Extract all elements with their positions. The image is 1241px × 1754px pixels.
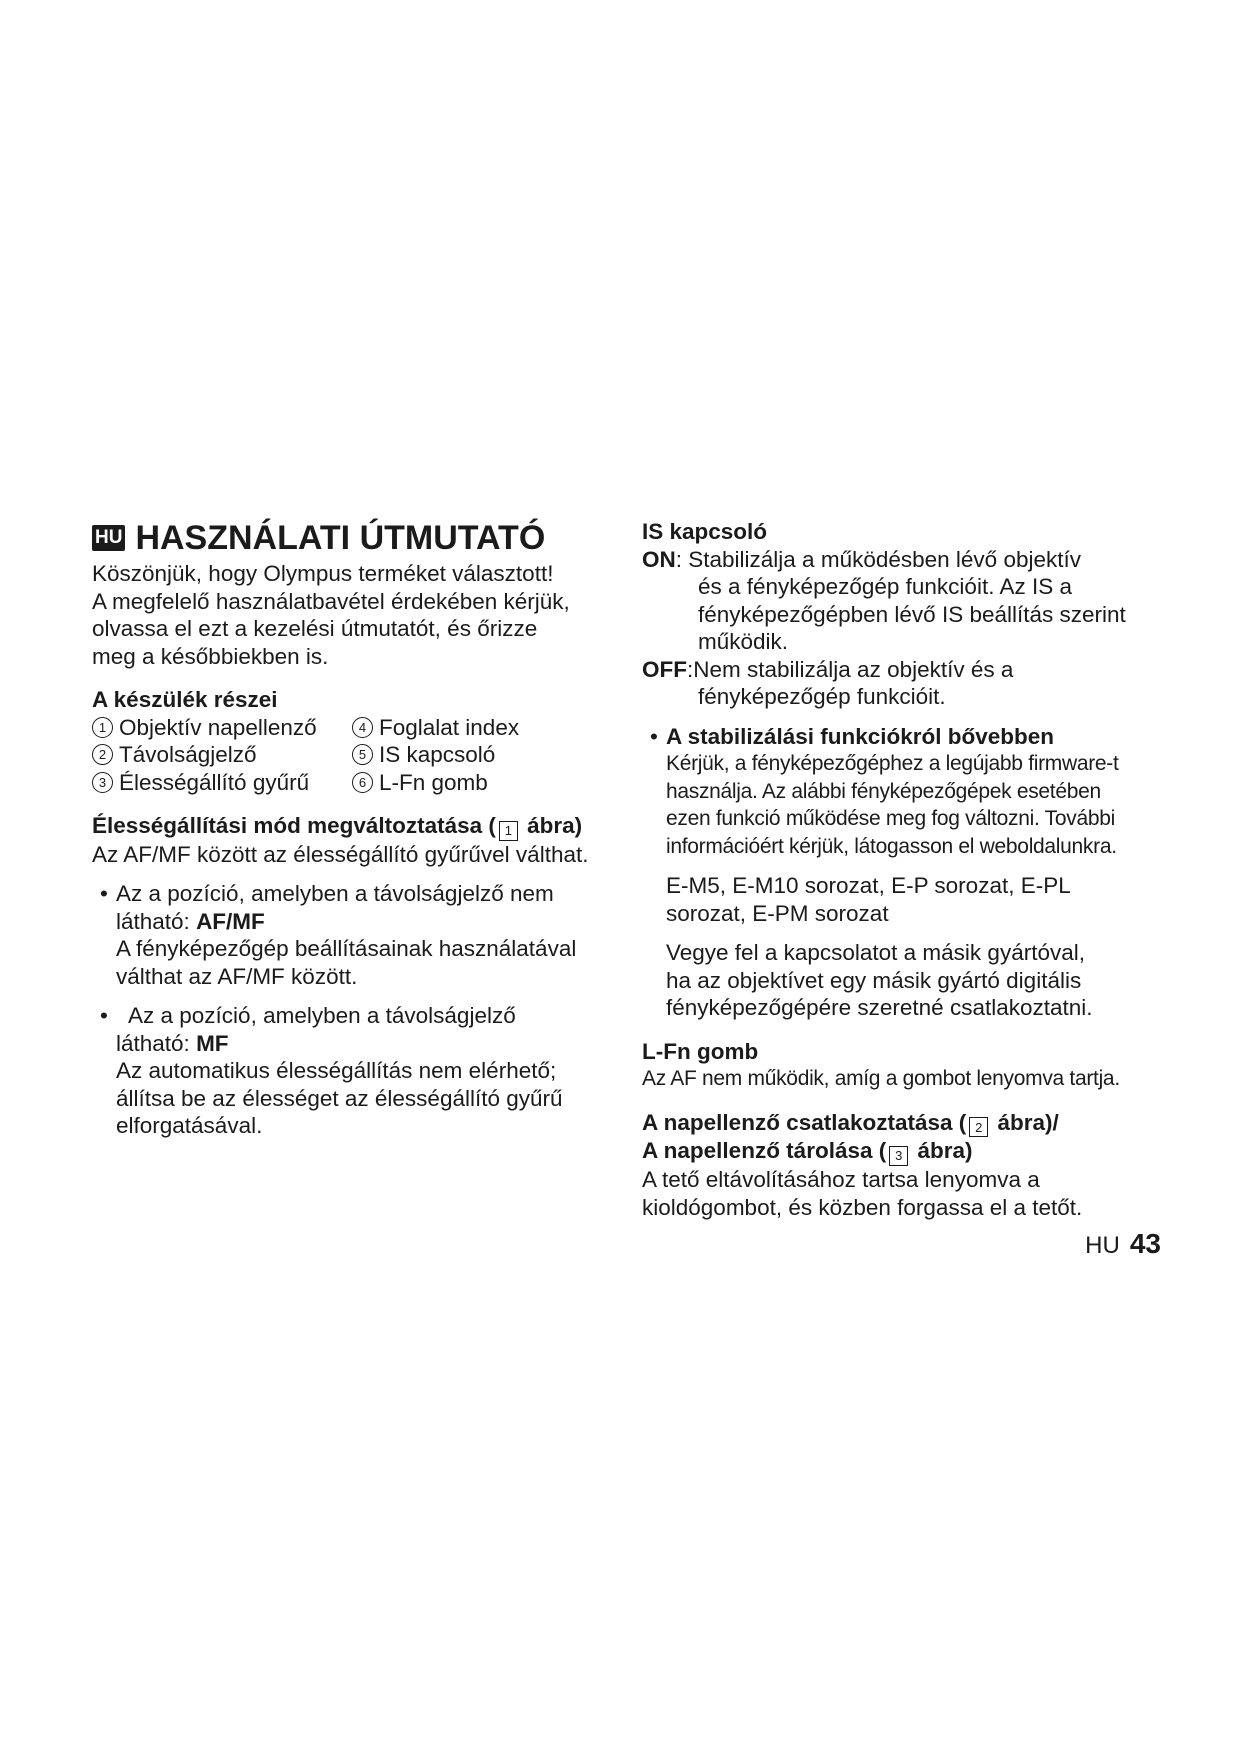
language-badge: HU [92, 525, 125, 551]
hood-body: A tető eltávolításához tartsa lenyomva a kioldógombot, és közben forgassa el a tetőt. [642, 1167, 1083, 1220]
intro-line: meg a későbbiekben is. [92, 643, 329, 669]
hood-heading: A napellenző csatlakoztatása ( 2 ábra)/ A napellenző tárolása ( 3 ábra) [642, 1109, 1162, 1167]
part-item [92, 741, 352, 769]
page-title [92, 518, 612, 558]
part-label: Objektív napellenző [119, 714, 317, 740]
bullet-icon: • [650, 723, 658, 749]
part-label: Foglalat index [379, 714, 520, 740]
part-label: IS kapcsoló [379, 742, 496, 767]
intro-line: olvassa el ezt a kezelési útmutatót, és őrizze [92, 616, 538, 641]
page-number: 43 [1129, 1228, 1161, 1259]
right-column [642, 518, 1162, 1221]
lfn-body: Az AF nem működik, amíg a gombot lenyomva tartja. [642, 1067, 1120, 1090]
footer-language: HU [1085, 1232, 1120, 1259]
part-item [352, 769, 592, 797]
left-column [92, 518, 612, 1140]
intro-paragraph [92, 560, 612, 670]
is-off-description: OFF:Nem stabilizálja az objektív és a fényképezőgép funkcióit. [642, 656, 1014, 709]
is-on-description: ON: Stabilizálja a működésben lévő objektív és a fényképezőgép funkcióit. Az IS a fényképezőgépben lévő IS beállítás szerint működik. [642, 546, 1126, 654]
part-label: L-Fn gomb [379, 769, 488, 795]
part-item [352, 741, 592, 769]
part-item [92, 714, 352, 742]
figure-number-box: 3 [889, 1146, 908, 1166]
bullet-icon: • [100, 881, 108, 907]
parts-heading: A készülék részei [92, 687, 278, 712]
title-text: HASZNÁLATI ÚTMUTATÓ [135, 519, 546, 557]
camera-models: E-M5, E-M10 sorozat, E-P sorozat, E-PL sorozat, E-PM sorozat [666, 873, 1071, 926]
stabilization-more-body: Kérjük, a fényképezőgéphez a legújabb firmware-t használja. Az alábbi fényképezőgépek esetében ezen funkció működése meg fog változni. További információért kérjük, látogasson el weboldalunkra. [666, 752, 1119, 858]
stabilization-more-heading: • A stabilizálási funkciókról bővebben [642, 723, 1162, 751]
part-label: Távolságjelző [119, 742, 257, 767]
figure-number-box: 2 [969, 1117, 988, 1137]
contact-note: Vegye fel a kapcsolatot a másik gyártóval, ha az objektívet egy másik gyártó digitális fényképezőgépére szeretné csatlakoztatni. [666, 940, 1093, 1020]
lfn-heading: L-Fn gomb [642, 1038, 759, 1064]
number-circle-icon: 1 [92, 717, 113, 738]
number-circle-icon: 3 [92, 772, 113, 793]
focus-body: Az AF/MF között az élességállító gyűrűvel válthat. [92, 841, 589, 867]
is-switch-heading: IS kapcsoló [642, 519, 768, 544]
number-circle-icon: 5 [352, 744, 373, 765]
page-footer [1085, 1228, 1161, 1260]
intro-line: Köszönjük, hogy Olympus terméket választott! [92, 561, 554, 586]
mode-label: MF [196, 1030, 229, 1056]
part-item [92, 769, 352, 797]
number-circle-icon: 6 [352, 772, 373, 793]
part-item [352, 714, 592, 742]
part-label: Élességállító gyűrű [119, 769, 310, 795]
figure-number-box: 1 [499, 821, 518, 841]
number-circle-icon: 2 [92, 744, 113, 765]
bullet-icon: • [100, 1003, 108, 1029]
parts-list [92, 714, 612, 797]
number-circle-icon: 4 [352, 717, 373, 738]
bullet-item: • Az a pozíció, amelyben a távolságjelző nem látható: AF/MF A fényképezőgép beállításainak használatával válthat az AF/MF között. [92, 880, 612, 990]
mode-label: AF/MF [196, 908, 265, 934]
bullet-item: • Az a pozíció, amelyben a távolságjelző látható: MF Az automatikus élességállítás nem elérhető; állítsa be az élességet az élességállító gyűrű elforgatásával. [92, 1002, 612, 1140]
focus-heading: Élességállítási mód megváltoztatása ( 1 ábra) [92, 812, 612, 841]
intro-line: A megfelelő használatbavétel érdekében kérjük, [92, 588, 570, 614]
